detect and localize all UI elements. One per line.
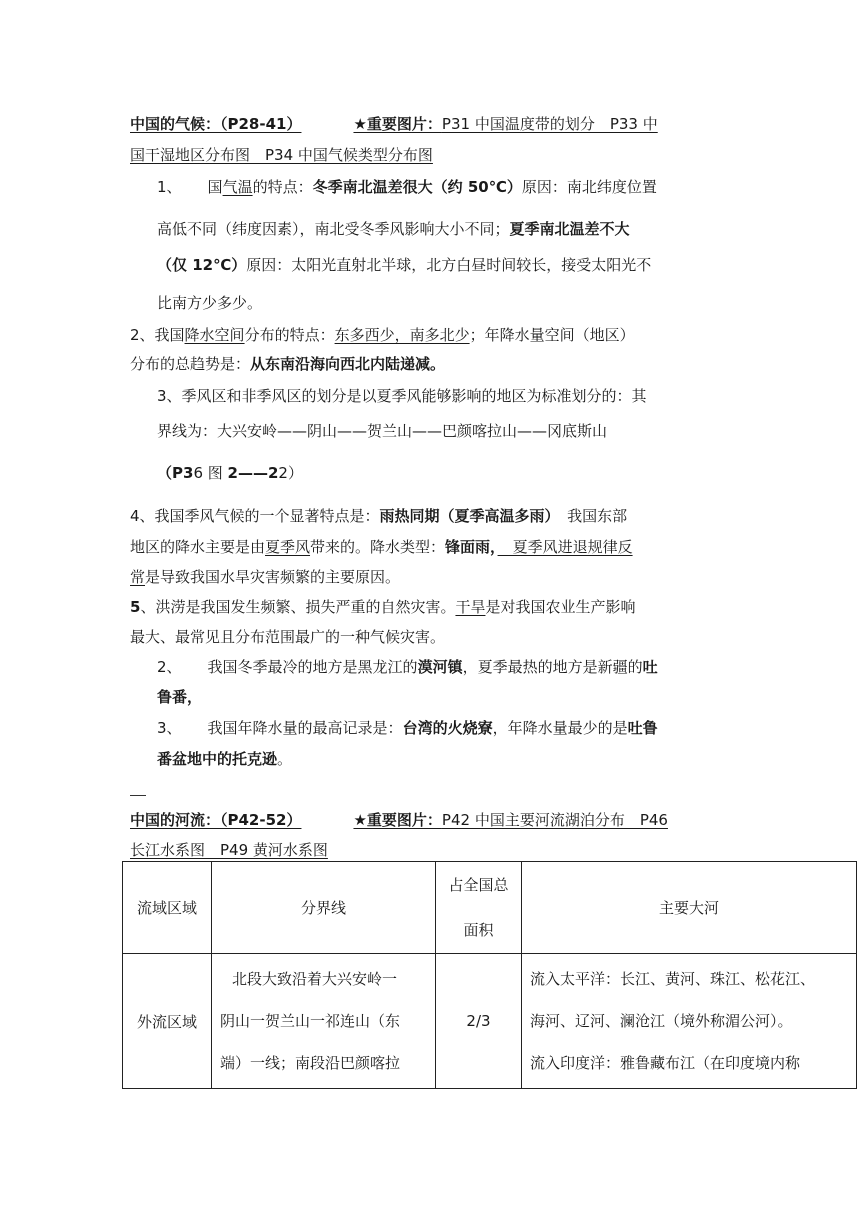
p6-text-a2: ，夏季最热的地方是新疆的 <box>462 658 643 676</box>
p2-term-precip: 降水空间 <box>184 326 245 344</box>
climate-p4-line2 <box>130 536 633 558</box>
p5-text-a2: 是对我国农业生产影响 <box>485 598 636 616</box>
p7-text-a: 我国年降水量的最高记录是： <box>207 719 403 737</box>
cell-rivers <box>522 954 857 1089</box>
rivers-heading-line-1 <box>130 809 668 831</box>
p1-text-a3: 原因：南北纬度位置 <box>521 178 657 196</box>
p4-text-a2: 我国东部 <box>552 507 628 525</box>
p4-cause-a: 夏季风进退规律反 <box>497 538 633 556</box>
p2-text-a2: 分布的特点： <box>244 326 335 344</box>
climate-p1-line4: 比南方少多少。 <box>157 294 263 312</box>
p6-coldest: 漠河镇 <box>417 658 463 676</box>
p1-number: 1、 <box>157 178 182 196</box>
rivers-images-prefix: ★重要图片： <box>353 811 442 829</box>
p2-text-a: 2、我国 <box>130 326 185 344</box>
climate-p1-line1 <box>157 176 657 198</box>
p1-winter-diff: 冬季南北温差很大（约 50℃） <box>312 178 522 196</box>
p7-driest-b: 番盆地中的托克逊 <box>157 750 278 768</box>
p4-text-b2: 带来的。降水类型： <box>310 538 446 556</box>
header-region: 流域区域 <box>123 862 212 954</box>
climate-p3-line3 <box>157 462 303 484</box>
rivers-images-2: 长江水系图 P49 黄河水系图 <box>130 841 328 859</box>
p3-ref-d: 2） <box>278 464 303 482</box>
p4-cause-b: 常 <box>130 568 146 586</box>
climate-p5-line1 <box>130 596 635 618</box>
rivers-line-3: 流入印度洋：雅鲁藏布江（在印度境内称 <box>530 1054 801 1072</box>
climate-p4-line1 <box>130 505 627 527</box>
section-divider <box>130 795 146 796</box>
p3-ref-b: 6 图 <box>193 464 228 482</box>
header-boundary: 分界线 <box>212 862 436 954</box>
cell-area: 2/3 <box>436 954 522 1089</box>
p6-number: 2、 <box>157 658 182 676</box>
rivers-line-1: 流入太平洋：长江、黄河、珠江、松花江、 <box>530 970 816 988</box>
p7-period: 。 <box>277 750 293 768</box>
climate-p3-line2: 界线为：大兴安岭——阴山——贺兰山——巴颜喀拉山——冈底斯山 <box>157 422 608 440</box>
climate-p7-line1 <box>157 717 658 739</box>
climate-p6-line2: 鲁番， <box>157 688 203 706</box>
p7-wettest: 台湾的火烧寮 <box>402 719 493 737</box>
p7-number: 3、 <box>157 719 182 737</box>
p5-term-drought: 干旱 <box>455 598 486 616</box>
p1-line2-text: 高低不同（纬度因素），南北受冬季风影响大小不同； <box>157 220 510 238</box>
climate-p2-line2 <box>130 353 445 375</box>
p2-feature: 东多西少，南多北少 <box>334 326 470 344</box>
rivers-images-1: P42 中国主要河流湖泊分布 P46 <box>441 811 668 829</box>
boundary-line-2: 阴山一贺兰山一祁连山（东 <box>220 1012 401 1030</box>
header-area-line2: 面积 <box>463 920 494 939</box>
p4-text-a: 4、我国季风气候的一个显著特点是： <box>130 507 380 525</box>
header-area-line1: 占全国总 <box>448 875 509 894</box>
header-rivers: 主要大河 <box>522 862 857 954</box>
p1-summer-diff: 夏季南北温差不大 <box>509 220 630 238</box>
climate-images-1: P31 中国温度带的划分 P33 中 <box>441 115 658 133</box>
cell-boundary <box>212 954 436 1089</box>
climate-title: 中国的气候：（P28-41） <box>130 115 302 133</box>
climate-p2-line1 <box>130 324 635 346</box>
climate-p3-line1: 3、季风区和非季风区的划分是以夏季风能够影响的地区为标准划分的：其 <box>157 387 647 405</box>
climate-p6-line1 <box>157 656 658 678</box>
p4-rain-type: 锋面雨， <box>445 538 498 556</box>
p6-text-a: 我国冬季最冷的地方是黑龙江的 <box>207 658 418 676</box>
p1-text-a: 国 <box>207 178 223 196</box>
p1-summer-value: （仅 12℃） <box>157 256 247 274</box>
p5-number: 5 <box>130 598 141 616</box>
p2-trend: 从东南沿海向西北内陆递减。 <box>250 355 446 373</box>
p6-hottest-a: 吐 <box>642 658 658 676</box>
climate-p7-line2 <box>157 748 292 770</box>
p1-text-a2: 的特点： <box>252 178 313 196</box>
table-header-row <box>123 862 857 954</box>
climate-images-prefix: ★重要图片： <box>353 115 442 133</box>
boundary-line-3: 端）一线；南段沿巴颜喀拉 <box>220 1054 401 1072</box>
p2-line2-text: 分布的总趋势是： <box>130 355 251 373</box>
p7-driest-a: 吐鲁 <box>627 719 658 737</box>
boundary-line-1: 北段大致沿着大兴安岭一 <box>232 970 398 988</box>
header-area <box>436 862 522 954</box>
p4-term-monsoon: 夏季风 <box>265 538 311 556</box>
p4-feature: 雨热同期（夏季高温多雨） <box>379 507 553 525</box>
p4-text-c: 是导致我国水旱灾害频繁的主要原因。 <box>145 568 401 586</box>
p2-text-a3: ；年降水量空间（地区） <box>469 326 635 344</box>
climate-p1-line2 <box>157 218 630 240</box>
drainage-table <box>122 861 857 1089</box>
p4-text-b: 地区的降水主要是由 <box>130 538 266 556</box>
rivers-line-2: 海河、辽河、澜沧江（境外称湄公河）。 <box>530 1012 793 1030</box>
p1-line3-text: 原因：太阳光直射北半球，北方白昼时间较长，接受太阳光不 <box>246 256 652 274</box>
rivers-title: 中国的河流：（P42-52） <box>130 811 302 829</box>
climate-images-2: 国干湿地区分布图 P34 中国气候类型分布图 <box>130 146 433 164</box>
table-row <box>123 954 857 1089</box>
climate-p4-line3 <box>130 566 400 588</box>
p3-ref-a: （P3 <box>157 464 194 482</box>
climate-heading-line-1 <box>130 113 658 135</box>
p7-text-a2: ，年降水量最少的是 <box>492 719 628 737</box>
cell-region: 外流区域 <box>123 954 212 1089</box>
p3-ref-c: 2——2 <box>227 464 279 482</box>
climate-p1-line3 <box>157 254 651 276</box>
p1-term-temperature: 气温 <box>222 178 253 196</box>
p5-text-a: 、洪涝是我国发生频繁、损失严重的自然灾害。 <box>140 598 456 616</box>
climate-p5-line2: 最大、最常见且分布范围最广的一种气候灾害。 <box>130 628 446 646</box>
